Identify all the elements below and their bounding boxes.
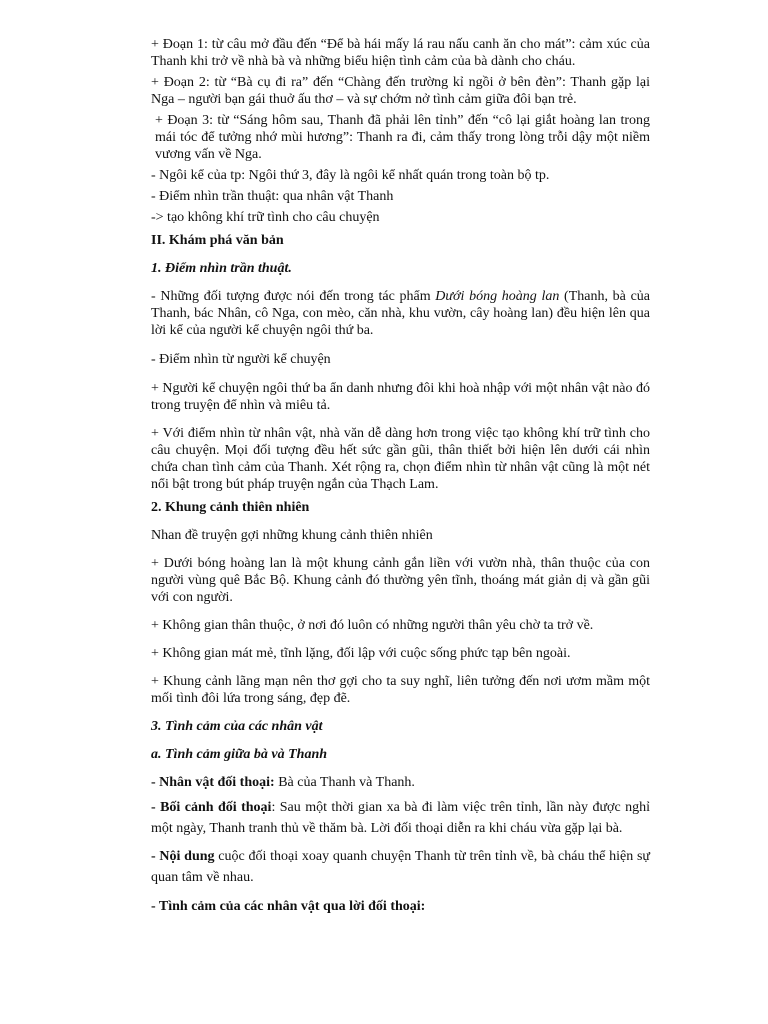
- subheading-ba-va-thanh: a. Tình cảm giữa bà và Thanh: [151, 747, 328, 762]
- text-run: - Những đối tượng được nói đến trong tác phẩm: [151, 289, 436, 304]
- text-run: Bà của Thanh và Thanh.: [274, 775, 415, 790]
- text-run: : Sau một thời gian xa bà đi làm việc trên tỉnh, lần này được nghỉ một ngày, Thanh tranh thủ về thăm bà. Lời đối thoại diễn ra khi cháu vừa gặp lại bà.: [151, 800, 650, 836]
- label-bold: - Nhân vật đối thoại:: [151, 775, 275, 790]
- heading-tinh-cam-qua-loi-doi-thoai: - Tình cảm của các nhân vật qua lời đối thoại:: [151, 899, 426, 914]
- text-run: (Thanh, bà của Thanh, bác Nhân, cô Nga, con mèo, căn nhà, khu vườn, cây hoàng lan) đều hiện lên qua lời kể của người kể chuyện ngôi thứ ba.: [151, 289, 650, 338]
- paragraph-doan-1: + Đoạn 1: từ câu mở đầu đến “Để bà hái mấy lá rau nấu canh ăn cho mát”: cảm xúc của Thanh khi trở về nhà bà và những biểu hiện tình cảm của bà dành cho cháu.: [151, 37, 650, 69]
- label-bold: - Nội dung: [151, 849, 215, 864]
- paragraph-nguoi-ke-an-danh: + Người kể chuyện ngôi thứ ba ẩn danh nhưng đôi khi hoà nhập với một nhân vật nào đó trong truyện để nhìn và miêu tả.: [151, 381, 650, 413]
- document-page: [151, 36, 650, 915]
- paragraph-noi-dung: [151, 846, 650, 888]
- paragraph-khong-gian-than-thuoc: + Không gian thân thuộc, ở nơi đó luôn có những người thân yêu chờ ta trở về.: [151, 618, 594, 633]
- paragraph-nhan-vat-doi-thoai: [151, 774, 650, 791]
- paragraph-diem-nhin-nhan-vat: + Với điểm nhìn từ nhân vật, nhà văn dễ dàng hơn trong việc tạo không khí trữ tình cho câu chuyện. Mọi đối tượng đều hết sức gần gũi, thân thiết bởi hiện lên dưới cái nhìn chứa chan tình cảm của Thanh. Xét rộng ra, chọn điểm nhìn từ nhân vật cũng là một nét nổi bật trong bút pháp truyện ngắn của Thạch Lam.: [151, 426, 650, 492]
- paragraph-duoi-bong-hoang-lan: + Dưới bóng hoàng lan là một khung cảnh gắn liền với vườn nhà, thân thuộc của con người vùng quê Bắc Bộ. Khung cảnh đó thường yên tĩnh, thoáng mát giản dị và gần gũi với con người.: [151, 556, 650, 605]
- paragraph-doan-2: + Đoạn 2: từ “Bà cụ đi ra” đến “Chàng đến trường kỉ ngồi ở bên đèn”: Thanh gặp lại Nga – người bạn gái thuở ấu thơ – và sự chớm nở tình cảm giữa đôi bạn trẻ.: [151, 75, 650, 107]
- paragraph-doi-tuong: [151, 288, 650, 339]
- subheading-diem-nhin-tran-thuat: 1. Điểm nhìn trần thuật.: [151, 261, 292, 276]
- paragraph-doan-3: + Đoạn 3: từ “Sáng hôm sau, Thanh đã phải lên tỉnh” đến “cô lại giắt hoàng lan trong mái tóc để tưởng nhớ mùi hương”: Thanh ra đi, cảm thấy trong lòng trỗi dậy một niềm vương vấn về Nga.: [155, 113, 650, 162]
- section-heading-khung-canh: 2. Khung cảnh thiên nhiên: [151, 500, 310, 515]
- section-heading-kham-pha: II. Khám phá văn bản: [151, 233, 284, 248]
- paragraph-khong-gian-mat-me: + Không gian mát mẻ, tĩnh lặng, đối lập với cuộc sống phức tạp bên ngoài.: [151, 646, 571, 661]
- paragraph-khung-canh-lang-man: + Khung cảnh lãng mạn nên thơ gợi cho ta suy nghĩ, liên tưởng đến nơi ươm mầm một mối tình đôi lứa trong sáng, đẹp đẽ.: [151, 674, 650, 706]
- work-title: Dưới bóng hoàng lan: [435, 289, 560, 304]
- paragraph-nhan-de: Nhan đề truyện gợi những khung cảnh thiên nhiên: [151, 528, 433, 543]
- subheading-tinh-cam-nhan-vat: 3. Tình cảm của các nhân vật: [151, 719, 323, 734]
- label-bold: - Bối cảnh đối thoại: [151, 800, 272, 815]
- paragraph-boi-canh-doi-thoai: [151, 797, 650, 839]
- paragraph-diem-nhin-nguoi-ke: - Điểm nhìn từ người kể chuyện: [151, 352, 331, 367]
- paragraph-khong-khi: -> tạo không khí trữ tình cho câu chuyện: [151, 210, 380, 225]
- text-run: cuộc đối thoại xoay quanh chuyện Thanh từ trên tỉnh về, bà cháu thể hiện sự quan tâm về nhau.: [151, 849, 650, 885]
- paragraph-diem-nhin: - Điểm nhìn trần thuật: qua nhân vật Thanh: [151, 189, 394, 204]
- paragraph-ngoi-ke: - Ngôi kể của tp: Ngôi thứ 3, đây là ngôi kể nhất quán trong toàn bộ tp.: [151, 168, 550, 183]
